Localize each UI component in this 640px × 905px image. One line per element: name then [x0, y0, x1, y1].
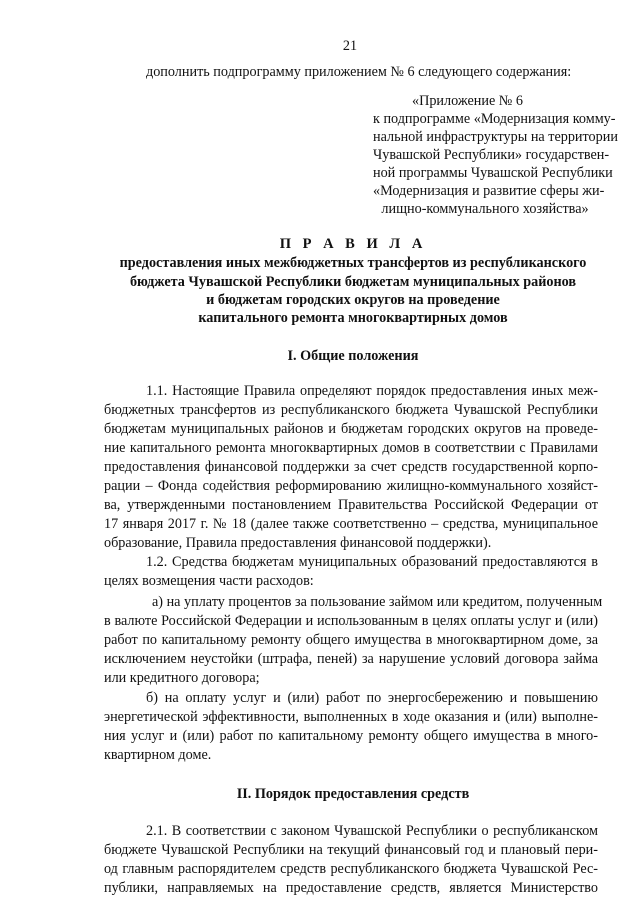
text-line: 1.2. Средства бюджетам муниципальных образований предоставляются в [146, 554, 598, 570]
page-number: 21 [342, 38, 358, 54]
subtitle-line: предоставления иных межбюджетных трансфертов из республиканского [119, 255, 587, 271]
appendix-line: ной программы Чувашской Республики [373, 165, 613, 181]
text-line: ния услуг и (или) работ по капитальному ремонту общего имущества в много- [104, 728, 598, 744]
text-line: рации – Фонда содействия реформированию жилищно-коммунального хозяйст- [104, 478, 598, 494]
text-line: ва, утвержденными постановлением Правительства Российской Федерации от [104, 497, 598, 513]
appendix-line: нальной инфраструктуры на территории [373, 129, 618, 145]
lead-text: дополнить подпрограмму приложением № 6 следующего содержания: [146, 64, 572, 80]
subtitle-line: и бюджетам городских округов на проведение [206, 292, 500, 308]
text-line: публики, направляемых на предоставление средств, является Министерство [104, 880, 598, 896]
text-line: исключением неустойки (штрафа, пеней) за нарушение условий договора займа [104, 651, 598, 667]
appendix-line: к подпрограмме «Модернизация комму- [373, 111, 616, 127]
appendix-line: «Приложение № 6 [412, 93, 523, 109]
text-line: в валюте Российской Федерации и использованным в целях оплаты услуг и (или) [104, 613, 598, 629]
text-line: бюджетных трансфертов из республиканского бюджета Чувашской Республики [104, 402, 598, 418]
text-line: образование, Правила предоставления финансовой поддержки). [104, 535, 492, 551]
text-line: 2.1. В соответствии с законом Чувашской Республики о республиканском [146, 823, 598, 839]
text-line: б) на оплату услуг и (или) работ по энергосбережению и повышению [146, 690, 598, 706]
text-line: бюджетам муниципальных районов и бюджетам городских округов на проведе- [104, 421, 598, 437]
text-line: целях возмещения части расходов: [104, 573, 314, 589]
appendix-line: лищно-коммунального хозяйства» [381, 201, 589, 217]
appendix-line: Чувашской Республики» государствен- [373, 147, 610, 163]
text-line: бюджете Чувашской Республики на текущий финансовый год и плановый пери- [104, 842, 598, 858]
section-2-heading: II. Порядок предоставления средств [236, 786, 470, 802]
text-line: ние капитального ремонта многоквартирных домов в соответствии с Правилами [104, 440, 598, 456]
subtitle-line: капитального ремонта многоквартирных домов [198, 310, 508, 326]
text-line: энергетической эффективности, выполненных в ходе оказания и (или) выполне- [104, 709, 598, 725]
text-line: 1.1. Настоящие Правила определяют порядок предоставления иных меж- [146, 383, 598, 399]
text-line: квартирном доме. [104, 747, 212, 763]
text-line: работ по капитальному ремонту общего имущества в многоквартирном доме, за [104, 632, 598, 648]
text-line: 17 января 2017 г. № 18 (далее также соответственно – средства, муниципальное [104, 516, 598, 532]
subtitle-line: бюджета Чувашской Республики бюджетам муниципальных районов [129, 274, 577, 290]
text-line: од главным распорядителем средств республиканского бюджета Чувашской Рес- [104, 861, 598, 877]
appendix-line: «Модернизация и развитие сферы жи- [373, 183, 605, 199]
text-line: а) на уплату процентов за пользование займом или кредитом, полученным [152, 594, 603, 610]
text-line: или кредитного договора; [104, 670, 260, 686]
text-line: предоставления финансовой поддержки за счет средств государственной корпо- [104, 459, 598, 475]
section-1-heading: I. Общие положения [287, 348, 419, 364]
rules-title: П Р А В И Л А [279, 236, 427, 252]
